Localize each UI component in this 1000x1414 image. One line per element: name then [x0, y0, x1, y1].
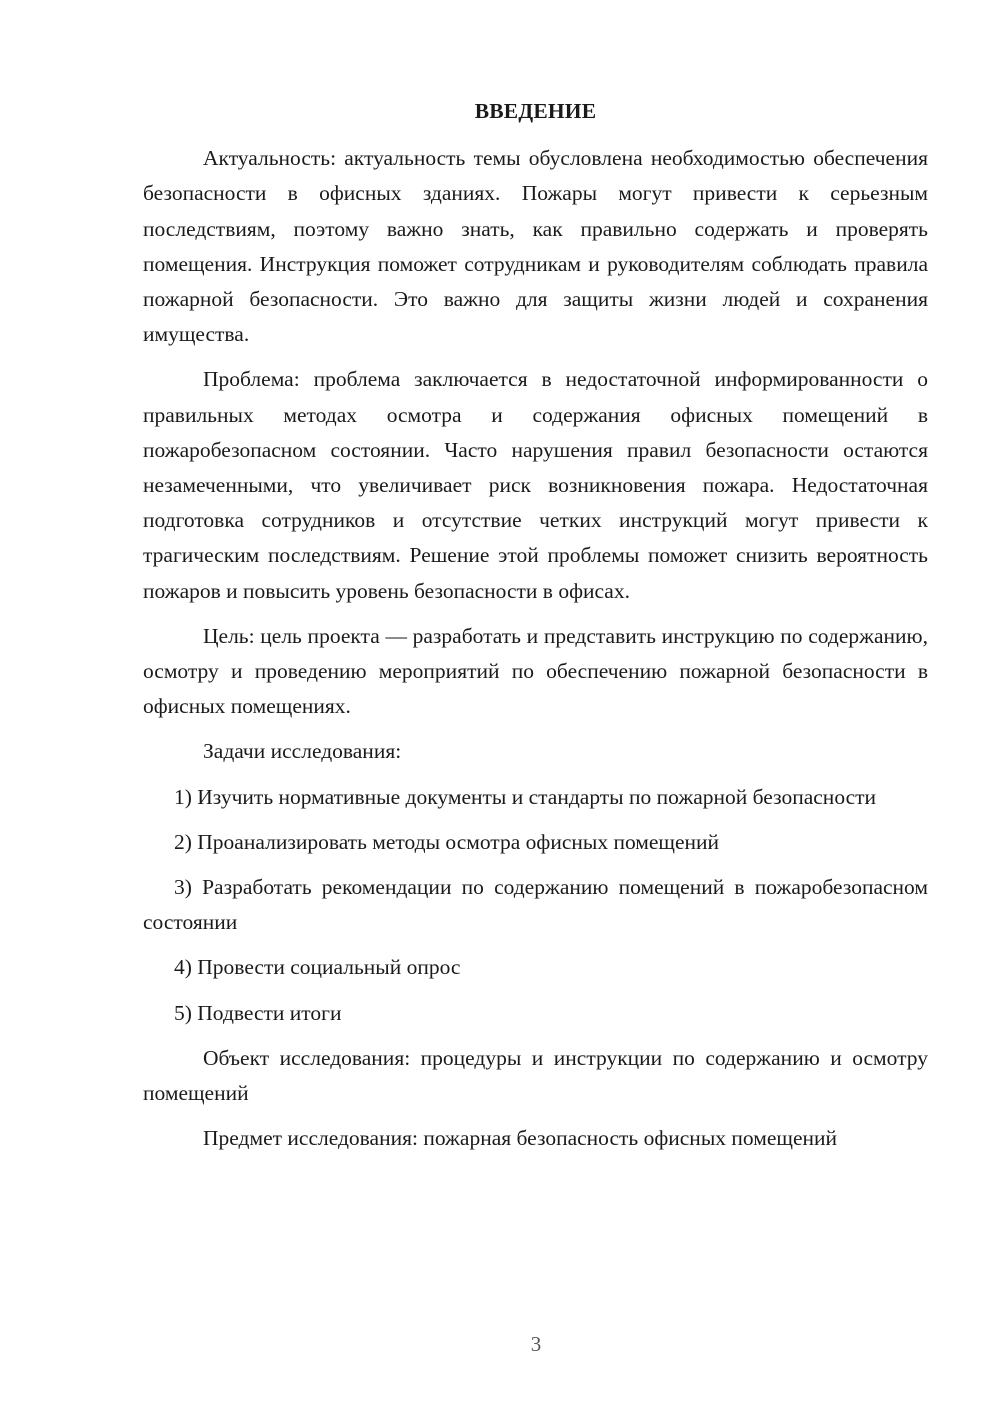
list-item: 2) Проанализировать методы осмотра офисных помещений — [174, 829, 720, 854]
page-number: 3 — [530, 1332, 542, 1356]
page-title: ВВЕДЕНИЕ — [474, 99, 597, 123]
list-item: 3) Разработать рекомендации по содержанию помещений в пожаробезопасном состоянии — [143, 875, 928, 935]
problem-paragraph: Проблема: проблема заключается в недостаточной информированности о правильных методах осмотра и содержания офисных помещений в пожаробезопасном состоянии. Часто нарушения правил безопасности остаются незамеченными, что увеличивает риск возникновения пожара. Недостаточная подготовка сотрудников и отсутствие четких инструкций могут привести к трагическим последствиям. Решение этой проблемы поможет снизить вероятность пожаров и повысить уровень безопасности в офисах. — [143, 367, 928, 603]
list-item: 1) Изучить нормативные документы и стандарты по пожарной безопасности — [174, 784, 877, 809]
subject-paragraph: Предмет исследования: пожарная безопасность офисных помещений — [203, 1126, 837, 1151]
tasks-heading: Задачи исследования: — [203, 739, 402, 764]
document-page — [143, 94, 928, 1166]
list-item: 5) Подвести итоги — [174, 1000, 342, 1025]
list-item: 4) Провести социальный опрос — [174, 955, 461, 980]
relevance-paragraph: Актуальность: актуальность темы обусловлена необходимостью обеспечения безопасности в офисных зданиях. Пожары могут привести к серьезным последствиям, поэтому важно знать, как правильно содержать и проверять помещения. Инструкция поможет сотрудникам и руководителям соблюдать правила пожарной безопасности. Это важно для защиты жизни людей и сохранения имущества. — [143, 146, 928, 347]
tasks-list — [143, 780, 928, 1031]
object-paragraph: Объект исследования: процедуры и инструкции по содержанию и осмотру помещений — [143, 1045, 928, 1106]
goal-paragraph: Цель: цель проекта — разработать и представить инструкцию по содержанию, осмотру и проведению мероприятий по обеспечению пожарной безопасности в офисных помещениях. — [143, 623, 928, 719]
